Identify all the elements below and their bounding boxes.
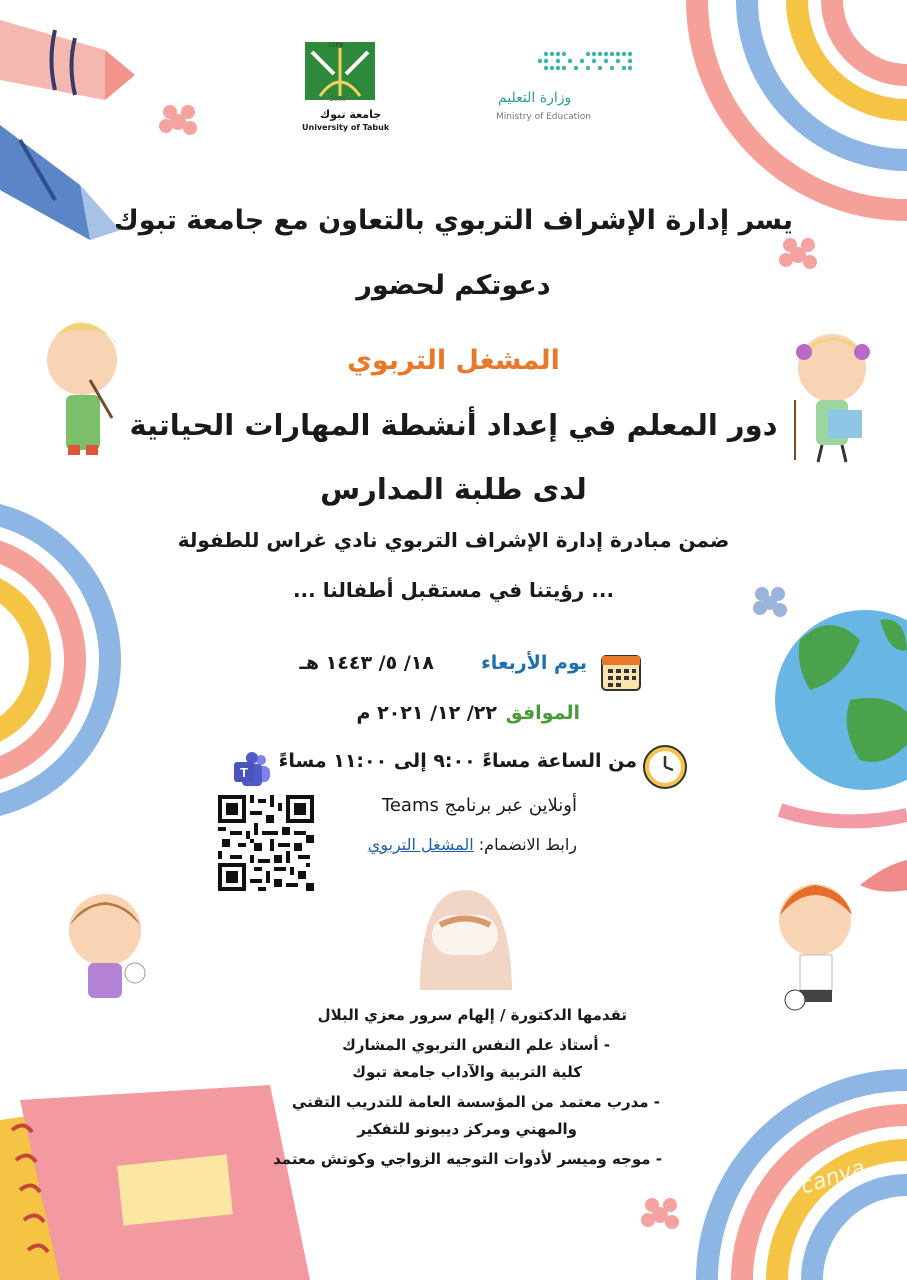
presenter-avatar bbox=[420, 890, 512, 990]
join-link-row bbox=[368, 835, 577, 854]
ministry-dots-icon bbox=[488, 48, 638, 78]
teams-icon bbox=[232, 752, 272, 788]
event-name: المشغل التربوي bbox=[347, 345, 560, 376]
header-attend-line: دعوتكم لحضور bbox=[356, 270, 551, 301]
slogan-line: ... رؤيتنا في مستقبل أطفالنا ... bbox=[292, 578, 615, 602]
svg-text:T: T bbox=[240, 765, 248, 780]
notebook-illustration bbox=[0, 1085, 310, 1280]
rainbow-left bbox=[0, 510, 110, 810]
presenter-line-3: - مدرب معتمد من المؤسسة العامة للتدريب التقني bbox=[291, 1093, 660, 1111]
girl-illustration-bottom-left bbox=[69, 894, 145, 998]
event-time: من الساعة مساءً ٩:٠٠ إلى ١١:٠٠ مساءً bbox=[278, 750, 637, 772]
presenter-line-5: - موجه وميسر لأدوات التوجيه الزواجي وكوتش معتمد bbox=[273, 1150, 662, 1168]
corresponding-label: الموافق bbox=[505, 702, 580, 724]
header-invite-line: يسر إدارة الإشراف التربوي بالتعاون مع جامعة تبوك bbox=[114, 205, 793, 236]
university-hijri-year: ١٤٢٧ bbox=[328, 41, 344, 49]
boy-illustration-bottom-right bbox=[779, 884, 852, 1010]
globe-illustration bbox=[775, 610, 907, 821]
pink-crayon bbox=[0, 20, 135, 100]
initiative-line: ضمن مبادرة إدارة الإشراف التربوي نادي غراس للطفولة bbox=[177, 528, 730, 552]
calendar-icon bbox=[600, 650, 642, 692]
presenter-line-2: كلية التربية والآداب جامعة تبوك bbox=[352, 1063, 582, 1081]
university-logo bbox=[300, 38, 390, 138]
rainbow-top-right bbox=[697, 0, 907, 210]
ministry-logo bbox=[488, 48, 638, 128]
join-link[interactable]: المشغل التربوي bbox=[367, 835, 474, 854]
event-day: يوم الأربعاء bbox=[481, 652, 587, 674]
join-link-label: رابط الانضمام: bbox=[478, 835, 577, 854]
university-name-en: University of Tabuk bbox=[302, 123, 390, 132]
pink-leaf-decoration bbox=[860, 860, 907, 892]
ministry-name-en: Ministry of Education bbox=[496, 112, 591, 122]
canva-watermark: canva bbox=[797, 1155, 869, 1200]
hijri-date: ١٨/ ٥/ ١٤٤٣ هـ bbox=[299, 652, 434, 674]
presenter-line-1: - أستاذ علم النفس التربوي المشارك bbox=[342, 1036, 610, 1054]
university-year: 2006 bbox=[330, 96, 346, 103]
event-title-line2: لدى طلبة المدارس bbox=[320, 472, 587, 506]
event-title-line1: دور المعلم في إعداد أنشطة المهارات الحياتية bbox=[129, 408, 778, 442]
presenter-intro: تقدمها الدكتورة / إلهام سرور معزي البلال bbox=[317, 1006, 627, 1024]
platform-line: أونلاين عبر برنامج Teams bbox=[381, 795, 577, 816]
ministry-name-ar: وزارة التعليم bbox=[498, 90, 572, 106]
gregorian-date: ٢٢/ ١٢/ ٢٠٢١ م bbox=[356, 702, 497, 724]
university-name-ar: جامعة تبوك bbox=[320, 108, 382, 121]
clock-icon bbox=[642, 744, 688, 790]
presenter-line-4: والمهني ومركز ديبونو للتفكير bbox=[357, 1120, 577, 1138]
qr-code[interactable] bbox=[218, 795, 314, 891]
